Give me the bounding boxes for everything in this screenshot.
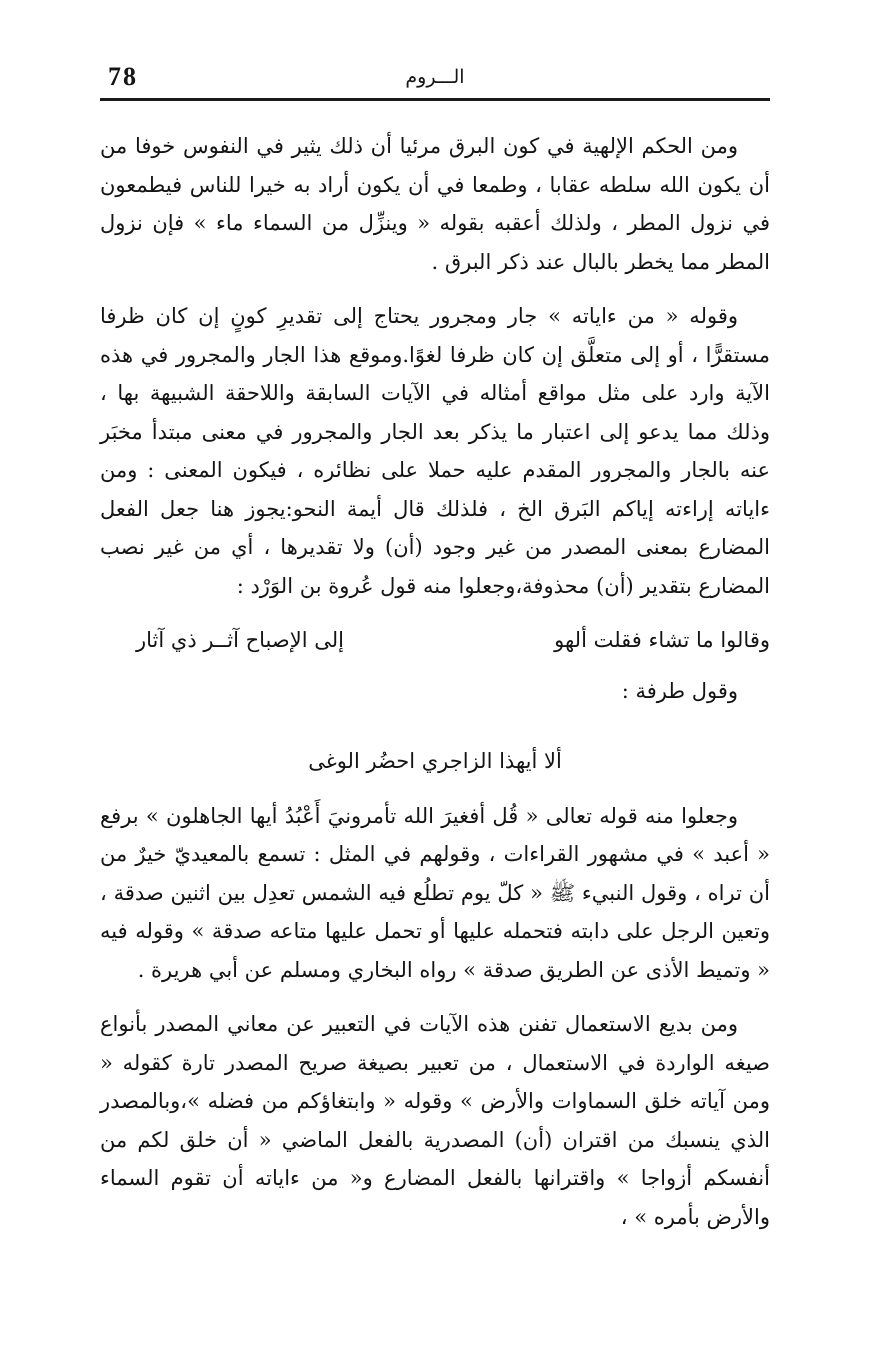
document-page <box>100 50 770 1236</box>
verse-hemistich: ألا أيهذا الزاجري احضُر الوغى <box>308 749 562 773</box>
verse-second-hemistich: إلى الإصباح آثــر ذي آثار <box>136 628 344 652</box>
verse-intro: وقول طرفة : <box>621 678 738 703</box>
paragraph: وقوله « من ءاياته » جار ومجرور يحتاج إلى تقديرِ كونٍ إن كان ظرفا مستقرًّا ، أو إلى متعلَّق إن كان ظرفا لغوًا.وموقع هذا الجار والمجرور في هذه الآية وارد على مثل مواقع أمثاله في الآيات السابقة واللاحقة الشبيهة بها ، وذلك مما يدعو إلى اعتبار ما يذكر بعد الجار والمجرور في معنى مبتدأ مخبَر عنه بالجار والمجرور المقدم عليه حملا على نظائره ، فيكون المعنى : ومن ءاياته إراءته إياكم البَرق الخ ، فلذلك قال أيمة النحو:يجوز هنا جعل الفعل المضارع بمعنى المصدر من غير وجود (أن) ولا تقديرها ، أي من غير نصب المضارع بتقدير (أن) محذوفة،وجعلوا منه قول عُروة بن الوَرْد : <box>100 304 770 598</box>
verse-first-hemistich: وقالوا ما تشاء فقلت ألهو <box>554 628 770 652</box>
paragraph: وجعلوا منه قوله تعالى « قُل أفغيرَ الله تأمرونيَ أَعْبُدُ أيها الجاهلون » برفع « أعبد » في مشهور القراءات ، وقولهم في المثل : تسمع بالمعيديّ خيرٌ من أن تراه ، وقول النبيء ﷺ « كلّ يوم تطلُع فيه الشمس تعدِل بين اثنين صدقة ، وتعين الرجل على دابته فتحمله عليها أو تحمل عليها متاعه صدقة » وقوله فيه « وتميط الأذى عن الطريق صدقة » رواه البخاري ومسلم عن أبي هريرة . <box>100 803 770 982</box>
verse-line <box>100 621 770 660</box>
paragraph: ومن بديع الاستعمال تفنن هذه الآيات في التعبير عن معاني المصدر بأنواع صيغه الواردة في الاستعمال ، من تعبير بصيغة صريح المصدر تارة كقوله « ومن آياته خلق السماوات والأرض » وقوله « وابتغاؤكم من فضله »،وبالمصدر الذي ينسبك من اقتران (أن) المصدرية بالفعل الماضي « أن خلق لكم من أنفسكم أزواجا » واقترانها بالفعل المضارع و« من ءاياته أن تقوم السماء والأرض بأمره » ، <box>100 1012 770 1229</box>
running-title: الـــروم <box>405 66 465 88</box>
verse-line-single <box>100 742 770 781</box>
body-text <box>100 127 770 1236</box>
page-number: 78 <box>108 62 138 91</box>
page-header <box>100 50 770 101</box>
paragraph: ومن الحكم الإلهية في كون البرق مرئيا أن ذلك يثير في النفوس خوفا من أن يكون الله سلطه عقابا ، وطمعا في أن يكون أراد به خيرا للناس فيطمعون في نزول المطر ، ولذلك أعقبه بقوله « وينزِّل من السماء ماء » فإن نزول المطر مما يخطر بالبال عند ذكر البرق . <box>100 134 770 274</box>
